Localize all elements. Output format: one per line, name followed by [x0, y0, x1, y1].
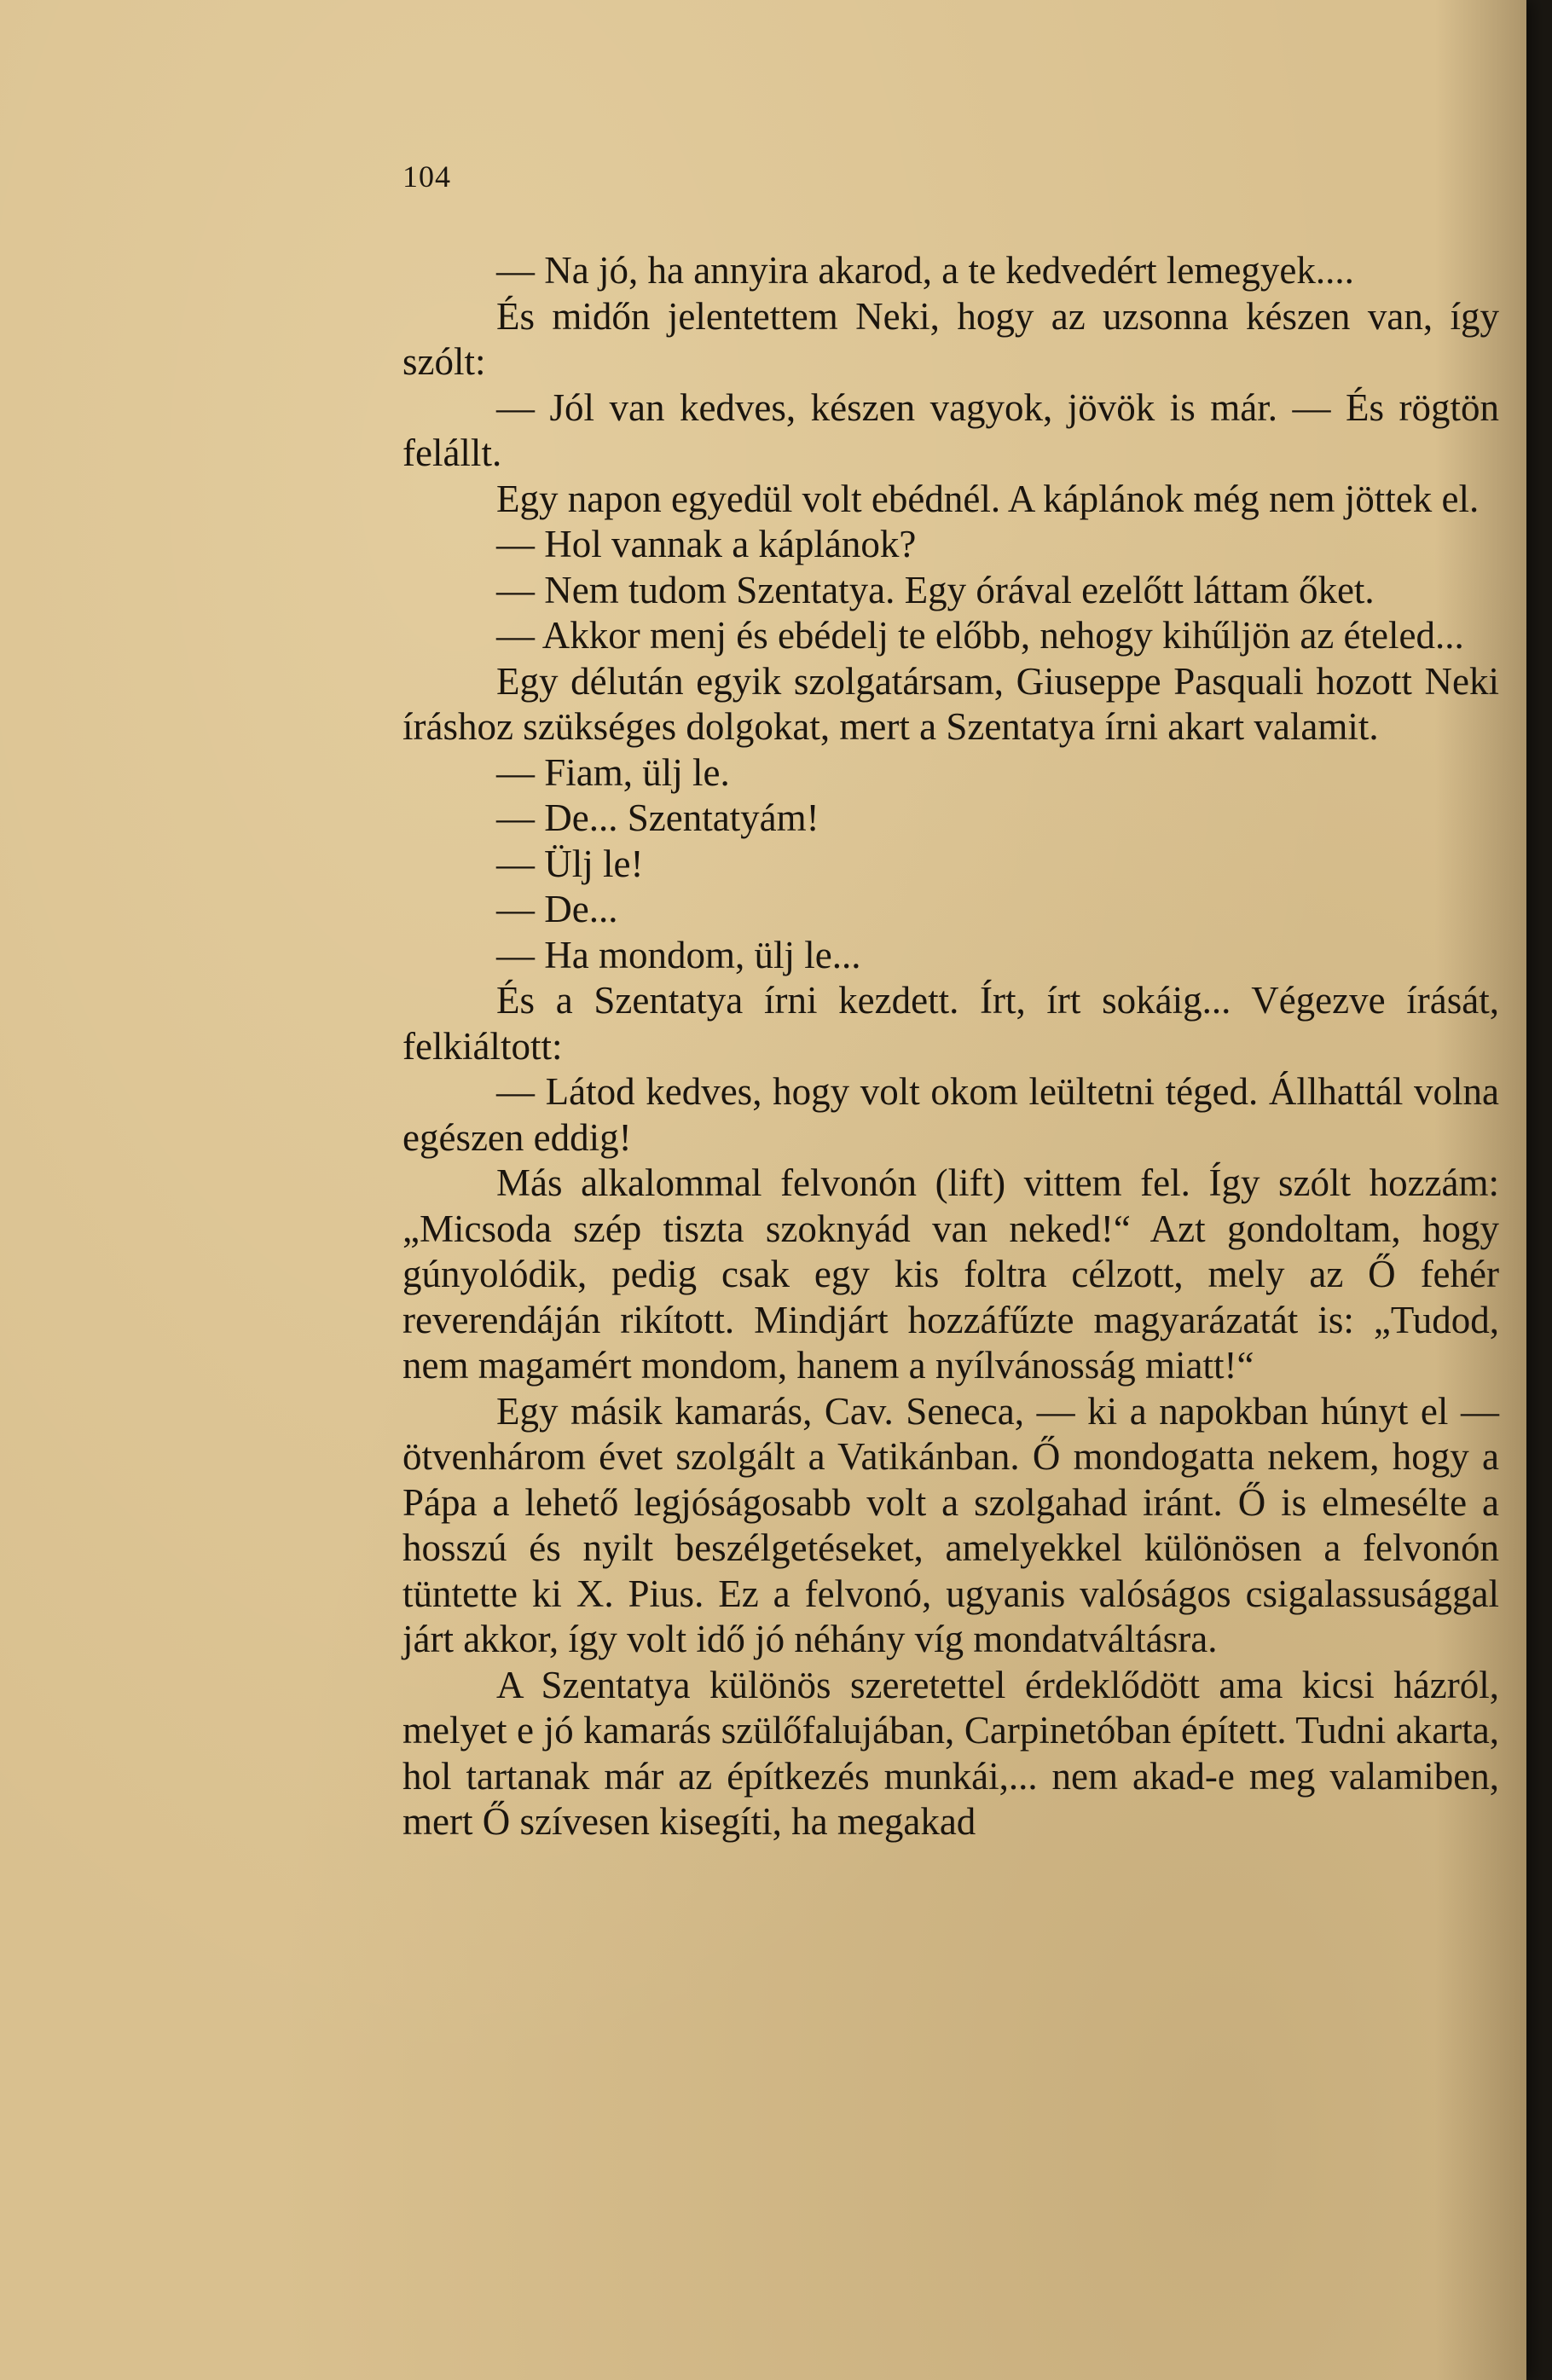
- paragraph: Egy napon egyedül volt ebédnél. A káplánok még nem jöttek el.: [496, 477, 1480, 520]
- paragraph: — Jól van kedves, készen vagyok, jövök is már. — És rögtön felállt.: [402, 385, 1499, 474]
- paragraph: — Ha mondom, ülj le...: [496, 933, 861, 976]
- paragraph: — Hol vannak a káplánok?: [496, 523, 917, 565]
- paragraph: És a Szentatya írni kezdett. Írt, írt sokáig... Végezve írását, felkiáltott:: [402, 979, 1499, 1068]
- paragraph: — Látod kedves, hogy volt okom leültetni téged. Állhattál volna egészen eddig!: [402, 1070, 1499, 1159]
- paragraph: — Ülj le!: [496, 842, 644, 885]
- paragraph: — Akkor menj és ebédelj te előbb, nehogy kihűljön az ételed...: [496, 614, 1464, 657]
- paragraph: És midőn jelentettem Neki, hogy az uzsonna készen van, így szólt:: [402, 294, 1499, 383]
- paragraph: Egy délután egyik szolgatársam, Giuseppe Pasquali hozott Neki íráshoz szükséges dolgokat, mert a Szentatya írni akart valamit.: [402, 659, 1499, 748]
- paragraph: — Fiam, ülj le.: [496, 750, 730, 794]
- paragraph: — De...: [496, 888, 618, 930]
- paragraph: A Szentatya különös szeretettel érdeklődött ama kicsi házról, melyet e jó kamarás szülőfalujában, Carpinetóban épített. Tudni akarta, hol tartanak már az építkezés munkái,... nem akad-e meg valamiben, mert Ő szívesen kisegíti, ha megakad: [402, 1663, 1499, 1843]
- body-text: [402, 248, 1499, 1845]
- paragraph: Más alkalommal felvonón (lift) vittem fel. Így szólt hozzám: „Micsoda szép tiszta szoknyád van neked!“ Azt gondoltam, hogy gúnyolódik, pedig csak egy kis foltra célzott, mely az Ő fehér reverendáján rikított. Mindjárt hozzáfűzte magyarázatát is: „Tudod, nem magamért mondom, hanem a nyílvánosság miatt!“: [402, 1161, 1499, 1387]
- paragraph: Egy másik kamarás, Cav. Seneca, — ki a napokban húnyt el — ötvenhárom évet szolgált a Vatikánban. Ő mondogatta nekem, hogy a Pápa a lehető legjóságosabb volt a szolgahad iránt. Ő is elmesélte a hosszú és nyilt beszélgetéseket, amelyekkel különösen a felvonón tüntette ki X. Pius. Ez a felvonó, ugyanis valóságos csigalassusággal járt akkor, így volt idő jó néhány víg mondatváltásra.: [402, 1389, 1499, 1660]
- paragraph: — Na jó, ha annyira akarod, a te kedvedért lemegyek....: [496, 249, 1354, 292]
- page-number: 104: [402, 159, 451, 194]
- paragraph: — Nem tudom Szentatya. Egy órával ezelőtt láttam őket.: [496, 568, 1375, 611]
- paragraph: — De... Szentatyám!: [496, 796, 819, 839]
